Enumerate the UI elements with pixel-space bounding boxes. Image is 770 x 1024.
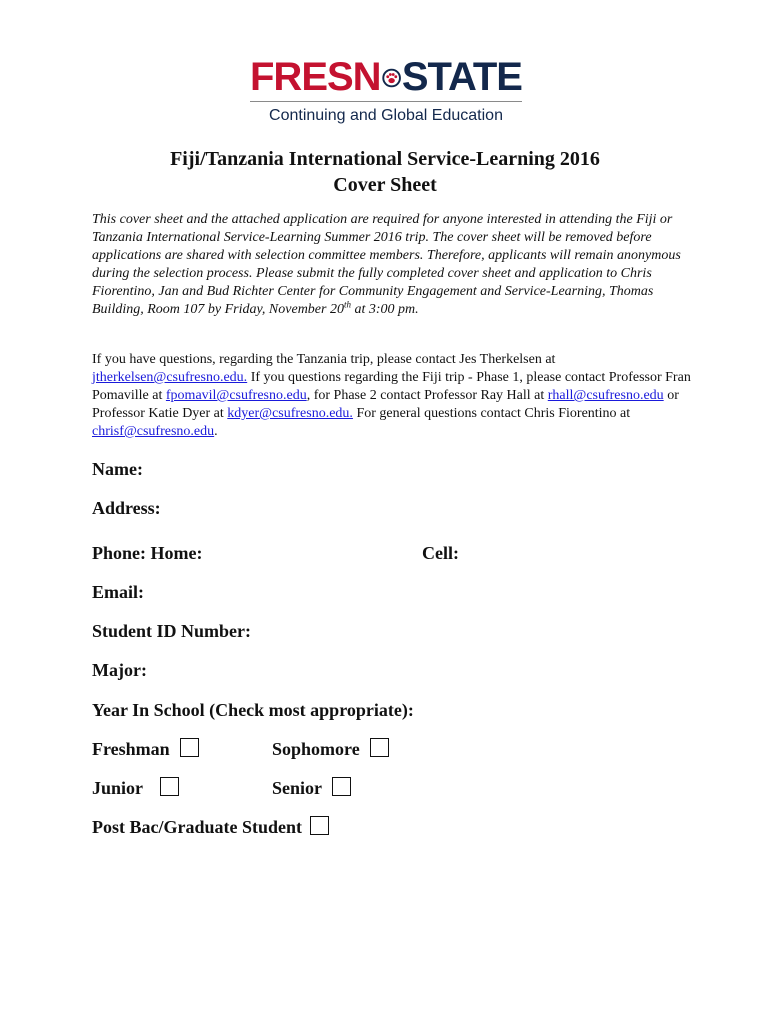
email-link-dyer[interactable]: kdyer@csufresno.edu.	[227, 406, 353, 421]
contacts-text-6: .	[214, 424, 218, 439]
email-link-fiorentino[interactable]: chrisf@csufresno.edu	[92, 424, 215, 439]
senior-label: Senior	[272, 778, 323, 798]
postbac-label: Post Bac/Graduate Student	[92, 817, 303, 837]
contacts-text-3: , for Phase 2 contact Professor Ray Hall at	[306, 388, 548, 403]
contacts-text-1: If you have questions, regarding the Tanzania trip, please contact Jes Therkelsen at	[92, 352, 556, 367]
title-line-2: Cover Sheet	[333, 174, 437, 196]
cell-label: Cell:	[422, 543, 459, 563]
logo-subtitle: Continuing and Global Education	[269, 107, 503, 124]
name-label: Name:	[92, 459, 143, 479]
senior-option	[272, 777, 351, 799]
student-id-label: Student ID Number:	[92, 621, 252, 641]
email-label: Email:	[92, 582, 144, 602]
intro-paragraph	[92, 211, 682, 319]
contacts-text-2: If you questions regarding the Fiji trip - Phase 1, please contact Professor Fran Pomaville at	[92, 370, 691, 403]
email-link-pomaville[interactable]: fpomavil@csufresno.edu	[165, 388, 307, 403]
logo-word-left: FRESN	[250, 55, 381, 99]
senior-checkbox[interactable]	[332, 777, 351, 796]
sophomore-label: Sophomore	[272, 739, 360, 759]
sophomore-option	[272, 738, 389, 760]
intro-superscript: th	[343, 299, 351, 310]
logo-divider	[250, 101, 522, 102]
contacts-text-5: For general questions contact Chris Fiorentino at	[352, 406, 631, 421]
year-in-school-heading: Year In School (Check most appropriate):	[92, 700, 414, 720]
logo-word-right: STATE	[401, 55, 522, 99]
fresno-state-logo	[250, 55, 522, 125]
contacts-text-4: or Professor Katie Dyer at	[92, 388, 679, 421]
intro-text-end: at 3:00 pm.	[350, 302, 419, 317]
paw-icon	[382, 63, 401, 93]
address-label: Address:	[92, 498, 161, 518]
freshman-option	[92, 738, 199, 760]
major-label: Major:	[92, 660, 147, 680]
title-line-1: Fiji/Tanzania International Service-Learning 2016	[170, 148, 600, 170]
sophomore-checkbox[interactable]	[370, 738, 389, 757]
junior-option	[92, 777, 179, 799]
junior-checkbox[interactable]	[160, 777, 179, 796]
postbac-checkbox[interactable]	[310, 816, 329, 835]
junior-label: Junior	[92, 778, 144, 798]
intro-text: This cover sheet and the attached application are required for anyone interested in attending the Fiji or Tanzania International Service-Learning Summer 2016 trip. The cover sheet will be removed before applications are shared with selection committee members. Therefore, applicants will remain anonymous during the selection process. Please submit the fully completed cover sheet and application to Chris Fiorentino, Jan and Bud Richter Center for Community Engagement and Service-Learning, Thomas Building, Room 107 by Friday, November 20	[92, 212, 681, 317]
email-link-hall[interactable]: rhall@csufresno.edu	[547, 388, 664, 403]
email-link-therkelsen[interactable]: jtherkelsen@csufresno.edu.	[92, 370, 248, 385]
freshman-label: Freshman	[92, 739, 170, 759]
document-title	[0, 146, 770, 198]
contacts-paragraph	[92, 351, 692, 441]
phone-home-label: Phone: Home:	[92, 543, 203, 563]
postbac-option	[92, 816, 329, 838]
logo-wordmark	[250, 55, 522, 99]
freshman-checkbox[interactable]	[180, 738, 199, 757]
